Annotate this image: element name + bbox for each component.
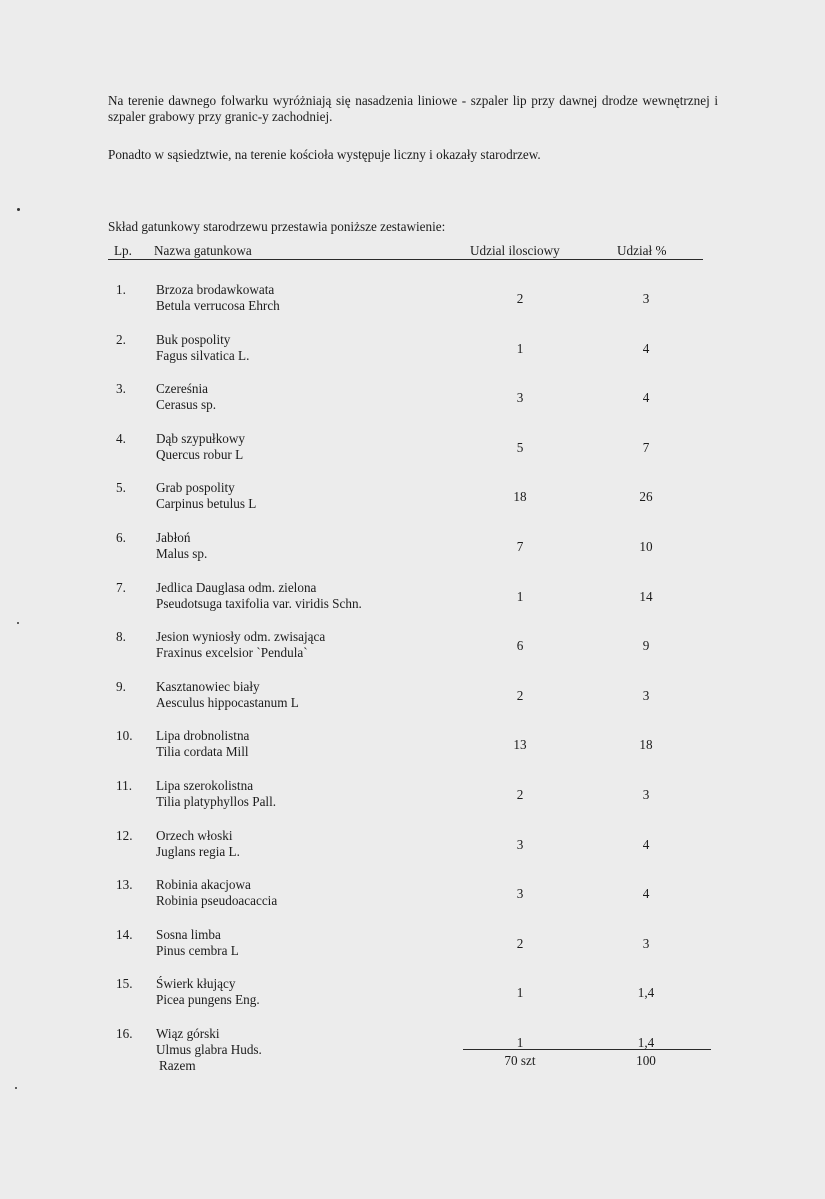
header-quantity: Udzial ilosciowy [470, 243, 560, 258]
table-row [0, 629, 825, 673]
table-row [0, 480, 825, 524]
species-latin-name: Ulmus glabra Huds. [156, 1042, 262, 1057]
row-number: 4. [116, 431, 126, 446]
species-percent: 4 [642, 837, 650, 852]
species-polish-name: Orzech włoski [156, 828, 233, 843]
species-percent: 3 [642, 291, 650, 306]
species-polish-name: Kasztanowiec biały [156, 679, 260, 694]
species-quantity: 18 [513, 489, 527, 504]
species-quantity: 1 [516, 341, 524, 356]
species-latin-name: Betula verrucosa Ehrch [156, 298, 280, 313]
species-latin-name: Cerasus sp. [156, 397, 217, 412]
row-number: 14. [116, 927, 133, 942]
species-percent: 1,4 [637, 1035, 655, 1050]
scan-speck [15, 1087, 17, 1089]
species-percent: 3 [642, 936, 650, 951]
species-polish-name: Grab pospolity [156, 480, 235, 495]
species-quantity: 3 [516, 886, 524, 901]
header-percent: Udział % [617, 243, 667, 258]
species-polish-name: Dąb szypułkowy [156, 431, 246, 446]
intro-paragraph: Na terenie dawnego folwarku wyróżniają się nasadzenia liniowe - szpaler lip przy dawnej drodze wewnętrznej i szpaler grabowy przy granic-y zachodniej. [108, 93, 718, 124]
species-percent: 18 [639, 737, 653, 752]
row-number: 2. [116, 332, 126, 347]
table-row [0, 282, 825, 326]
row-number: 13. [116, 877, 133, 892]
species-percent: 1,4 [637, 985, 655, 1000]
total-label: Razem [159, 1058, 196, 1073]
row-number: 5. [116, 480, 126, 495]
row-number: 16. [116, 1026, 133, 1041]
table-row [0, 877, 825, 921]
table-row [0, 332, 825, 376]
species-quantity: 1 [516, 985, 524, 1000]
species-percent: 3 [642, 688, 650, 703]
species-quantity: 13 [513, 737, 527, 752]
species-polish-name: Sosna limba [156, 927, 221, 942]
row-number: 15. [116, 976, 133, 991]
species-polish-name: Wiąz górski [156, 1026, 220, 1041]
species-latin-name: Tilia platyphyllos Pall. [156, 794, 277, 809]
species-quantity: 1 [516, 1035, 524, 1050]
row-number: 10. [116, 728, 133, 743]
species-quantity: 2 [516, 936, 524, 951]
species-polish-name: Lipa drobnolistna [156, 728, 250, 743]
species-percent: 14 [639, 589, 653, 604]
species-polish-name: Jabłoń [156, 530, 191, 545]
neighbourhood-paragraph: Ponadto w sąsiedztwie, na terenie kościoła występuje liczny i okazały starodrzew. [108, 147, 541, 162]
species-latin-name: Tilia cordata Mill [156, 744, 249, 759]
species-quantity: 2 [516, 787, 524, 802]
species-latin-name: Robinia pseudoacaccia [156, 893, 278, 908]
row-number: 1. [116, 282, 126, 297]
header-rule [108, 259, 703, 260]
species-percent: 10 [639, 539, 653, 554]
row-number: 3. [116, 381, 126, 396]
species-quantity: 5 [516, 440, 524, 455]
species-latin-name: Fraxinus excelsior `Pendula` [156, 645, 308, 660]
species-quantity: 1 [516, 589, 524, 604]
row-number: 12. [116, 828, 133, 843]
table-row [0, 828, 825, 872]
species-polish-name: Brzoza brodawkowata [156, 282, 275, 297]
species-percent: 4 [642, 886, 650, 901]
table-row [0, 1026, 825, 1070]
species-latin-name: Juglans regia L. [156, 844, 240, 859]
table-row [0, 976, 825, 1020]
species-quantity: 7 [516, 539, 524, 554]
species-polish-name: Świerk kłujący [156, 976, 236, 991]
species-latin-name: Picea pungens Eng. [156, 992, 260, 1007]
species-percent: 26 [639, 489, 653, 504]
species-percent: 9 [642, 638, 650, 653]
species-latin-name: Aesculus hippocastanum L [156, 695, 299, 710]
species-latin-name: Quercus robur L [156, 447, 244, 462]
header-lp: Lp. [114, 243, 132, 258]
species-quantity: 2 [516, 291, 524, 306]
species-polish-name: Buk pospolity [156, 332, 231, 347]
row-number: 7. [116, 580, 126, 595]
species-latin-name: Carpinus betulus L [156, 496, 257, 511]
table-row [0, 530, 825, 574]
species-percent: 7 [642, 440, 650, 455]
species-polish-name: Jedlica Dauglasa odm. zielona [156, 580, 317, 595]
species-quantity: 3 [516, 390, 524, 405]
table-row [0, 679, 825, 723]
row-number: 11. [116, 778, 132, 793]
species-polish-name: Lipa szerokolistna [156, 778, 254, 793]
species-latin-name: Pinus cembra L [156, 943, 239, 958]
species-percent: 4 [642, 341, 650, 356]
row-number: 8. [116, 629, 126, 644]
sum-rule [463, 1049, 711, 1050]
table-row [0, 927, 825, 971]
table-row [0, 381, 825, 425]
table-row [0, 431, 825, 475]
species-latin-name: Malus sp. [156, 546, 208, 561]
header-name: Nazwa gatunkowa [154, 243, 252, 258]
species-polish-name: Czereśnia [156, 381, 208, 396]
species-quantity: 6 [516, 638, 524, 653]
table-intro: Skład gatunkowy starodrzewu przestawia poniższe zestawienie: [108, 219, 446, 234]
table-row [0, 728, 825, 772]
total-quantity: 70 szt [504, 1053, 536, 1068]
total-percent: 100 [636, 1053, 656, 1068]
species-quantity: 3 [516, 837, 524, 852]
table-row [0, 778, 825, 822]
scan-speck [17, 622, 19, 624]
species-percent: 4 [642, 390, 650, 405]
scan-speck [17, 208, 20, 211]
species-polish-name: Robinia akacjowa [156, 877, 251, 892]
species-percent: 3 [642, 787, 650, 802]
row-number: 9. [116, 679, 126, 694]
table-row [0, 580, 825, 624]
species-latin-name: Pseudotsuga taxifolia var. viridis Schn. [156, 596, 362, 611]
species-polish-name: Jesion wyniosły odm. zwisająca [156, 629, 326, 644]
row-number: 6. [116, 530, 126, 545]
species-latin-name: Fagus silvatica L. [156, 348, 250, 363]
species-quantity: 2 [516, 688, 524, 703]
